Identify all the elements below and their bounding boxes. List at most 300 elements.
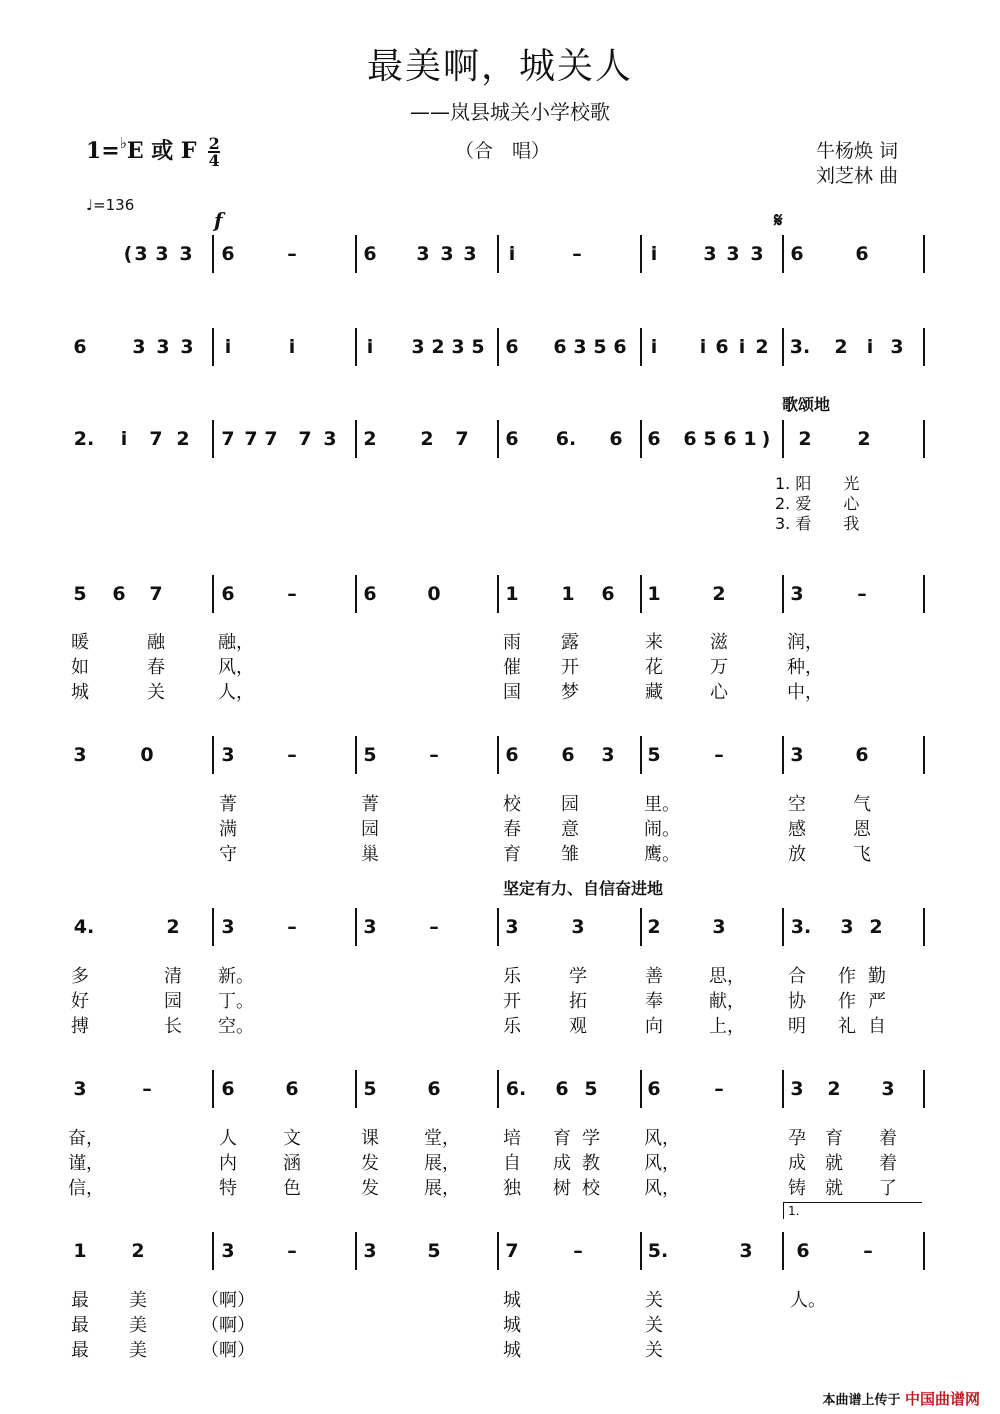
note: 5. <box>647 1240 669 1262</box>
page-title: 最美啊，城关人 <box>366 46 633 87</box>
note: 3 <box>363 916 377 938</box>
note: 6 <box>285 1078 299 1100</box>
note: 7 <box>244 428 258 450</box>
lyric-syllable: 自 <box>503 1153 521 1174</box>
lyric-syllable: 最 <box>71 1315 89 1336</box>
note: 2 <box>712 583 726 605</box>
lyric-syllable: 风， <box>644 1178 680 1199</box>
barline <box>782 575 784 613</box>
note: 7 <box>505 1240 519 1262</box>
note: 3 <box>451 336 465 358</box>
note: 3 <box>73 744 87 766</box>
note: – <box>429 744 439 766</box>
barline <box>923 575 925 613</box>
lyric-syllable: 自 <box>868 1016 886 1037</box>
lyric-syllable: 心 <box>710 682 728 703</box>
lyric-syllable: 奉 <box>645 991 663 1012</box>
lyric-syllable: 丁。 <box>218 991 254 1012</box>
note: 2 <box>431 336 445 358</box>
lyric-syllable: 向 <box>645 1016 663 1037</box>
lyric-syllable: 发 <box>361 1153 379 1174</box>
lyric-syllable: 课 <box>361 1128 379 1149</box>
note: ( <box>123 243 133 265</box>
lyric-syllable: 文 <box>283 1128 301 1149</box>
lyric-syllable: （啊） <box>201 1290 255 1311</box>
lyric-syllable: 校 <box>582 1178 600 1199</box>
lyric-syllable: 人 <box>219 1128 237 1149</box>
note: – <box>287 1240 297 1262</box>
lyric-syllable: 关 <box>645 1290 663 1311</box>
lyric-syllable: 园 <box>361 819 379 840</box>
note: 5 <box>471 336 485 358</box>
barline <box>640 235 642 273</box>
note: i <box>699 336 707 358</box>
lyric-syllable: 育 <box>503 844 521 865</box>
volta-label: 1. <box>788 1204 800 1218</box>
lyric-syllable: 春 <box>147 657 165 678</box>
note: 3 <box>179 243 193 265</box>
lyric-syllable: 万 <box>710 657 728 678</box>
note: 2 <box>834 336 848 358</box>
note: 2. <box>73 428 95 450</box>
barline <box>923 736 925 774</box>
note: 3 <box>363 1240 377 1262</box>
lyric-syllable: 空 <box>788 794 806 815</box>
barline <box>640 420 642 458</box>
note: 6 <box>221 243 235 265</box>
flat-icon: ♭ <box>119 134 127 152</box>
lyric-syllable: 培 <box>503 1128 521 1149</box>
lyric-syllable: 谨， <box>68 1153 104 1174</box>
note: 5 <box>427 1240 441 1262</box>
note: – <box>287 583 297 605</box>
lyric-syllable: 人， <box>218 682 254 703</box>
note: 6 <box>221 583 235 605</box>
barline <box>355 1232 357 1270</box>
note: 6 <box>363 583 377 605</box>
lyric-syllable: 作 <box>838 966 856 987</box>
lyric-syllable: 献， <box>709 991 745 1012</box>
lyric-syllable: 园 <box>164 991 182 1012</box>
lyric-syllable: 铸 <box>788 1178 806 1199</box>
note: – <box>863 1240 873 1262</box>
note: 5 <box>703 428 717 450</box>
note: i <box>288 336 296 358</box>
barline <box>923 908 925 946</box>
barline <box>212 1232 214 1270</box>
note: 3 <box>463 243 477 265</box>
page-subtitle: ——岚县城关小学校歌 <box>410 100 610 124</box>
lyric-syllable: 雨 <box>503 632 521 653</box>
verse-label: 1. 阳 光 <box>775 474 860 493</box>
composer-credit: 刘芝林 曲 <box>816 165 899 187</box>
note: 6 <box>647 428 661 450</box>
lyric-syllable: 作 <box>838 991 856 1012</box>
note: 6 <box>505 428 519 450</box>
note: 6 <box>855 744 869 766</box>
note: 3. <box>789 336 811 358</box>
barline <box>497 328 499 366</box>
note: 2 <box>647 916 661 938</box>
lyric-syllable: 好 <box>71 991 89 1012</box>
note: 2 <box>857 428 871 450</box>
barline <box>640 328 642 366</box>
note: 3 <box>790 583 804 605</box>
lyric-syllable: 展， <box>424 1178 460 1199</box>
barline <box>782 328 784 366</box>
note: 3 <box>790 1078 804 1100</box>
barline <box>355 328 357 366</box>
lyric-syllable: 最 <box>71 1290 89 1311</box>
note: 7 <box>221 428 235 450</box>
barline <box>923 328 925 366</box>
note: 6 <box>796 1240 810 1262</box>
lyric-syllable: 城 <box>503 1290 521 1311</box>
lyric-syllable: 风， <box>644 1153 680 1174</box>
lyric-syllable: 放 <box>788 844 806 865</box>
barline <box>497 1070 499 1108</box>
lyric-syllable: 融， <box>218 632 254 653</box>
note: 6 <box>553 336 567 358</box>
note: 3 <box>155 243 169 265</box>
note: i <box>224 336 232 358</box>
lyric-syllable: 城 <box>503 1340 521 1361</box>
note: 2 <box>131 1240 145 1262</box>
lyric-syllable: 了 <box>879 1178 897 1199</box>
lyric-syllable: 礼 <box>838 1016 856 1037</box>
note: 2 <box>869 916 883 938</box>
note: 3 <box>726 243 740 265</box>
note: 3 <box>221 1240 235 1262</box>
lyric-syllable: 暖 <box>71 632 89 653</box>
lyric-syllable: 感 <box>788 819 806 840</box>
note: 6 <box>683 428 697 450</box>
lyric-syllable: 菁 <box>219 794 237 815</box>
lyric-syllable: 育 <box>553 1128 571 1149</box>
note: 6 <box>723 428 737 450</box>
lyric-syllable: 润， <box>787 632 823 653</box>
note: i <box>366 336 374 358</box>
note: – <box>142 1078 152 1100</box>
lyric-syllable: 催 <box>503 657 521 678</box>
note: i <box>650 243 658 265</box>
note: – <box>714 1078 724 1100</box>
note: 6 <box>601 583 615 605</box>
note: 2 <box>755 336 769 358</box>
lyric-syllable: 新。 <box>218 966 254 987</box>
note: 3 <box>840 916 854 938</box>
meter-bottom: 4 <box>208 151 220 170</box>
note: 3 <box>750 243 764 265</box>
lyric-syllable: 就 <box>825 1153 843 1174</box>
lyric-syllable: 守 <box>219 844 237 865</box>
note: 5 <box>647 744 661 766</box>
lyric-syllable: 闹。 <box>644 819 680 840</box>
lyric-syllable: 色 <box>283 1178 301 1199</box>
lyric-syllable: 勤 <box>868 966 886 987</box>
lyric-syllable: 最 <box>71 1340 89 1361</box>
note: i <box>738 336 746 358</box>
lyric-syllable: 国 <box>503 682 521 703</box>
lyric-syllable: 思， <box>709 966 745 987</box>
lyric-syllable: 露 <box>561 632 579 653</box>
note: 6 <box>715 336 729 358</box>
lyric-syllable: 乐 <box>503 966 521 987</box>
note: 2 <box>176 428 190 450</box>
key-signature <box>86 134 220 168</box>
dynamic-forte: f <box>214 208 223 232</box>
note: 3 <box>221 744 235 766</box>
barline <box>923 235 925 273</box>
note: 6. <box>555 428 577 450</box>
note: 3 <box>703 243 717 265</box>
note: 6 <box>73 336 87 358</box>
lyric-syllable: 善 <box>645 966 663 987</box>
lyric-syllable: 协 <box>788 991 806 1012</box>
lyric-syllable: 合 <box>788 966 806 987</box>
lyric-syllable: 融 <box>147 632 165 653</box>
note: 3 <box>712 916 726 938</box>
note: 1 <box>743 428 757 450</box>
note: 6 <box>790 243 804 265</box>
lyric-syllable: 菁 <box>361 794 379 815</box>
note: 7 <box>149 583 163 605</box>
note: 5 <box>593 336 607 358</box>
note: 6 <box>609 428 623 450</box>
barline <box>782 908 784 946</box>
note: 2 <box>166 916 180 938</box>
lyric-syllable: 气 <box>853 794 871 815</box>
barline <box>923 1070 925 1108</box>
note: 7 <box>455 428 469 450</box>
expression-firm: 坚定有力、自信奋进地 <box>503 879 664 898</box>
note: – <box>287 744 297 766</box>
note: i <box>508 243 516 265</box>
note: i <box>120 428 128 450</box>
note: 3 <box>790 744 804 766</box>
expression-praise: 歌颂地 <box>782 395 831 414</box>
lyric-syllable: 关 <box>147 682 165 703</box>
lyric-syllable: （啊） <box>201 1340 255 1361</box>
lyric-syllable: 独 <box>503 1178 521 1199</box>
site-logo: 中国曲谱网 <box>904 1390 980 1408</box>
note: i <box>866 336 874 358</box>
note: 1 <box>505 583 519 605</box>
note: 6 <box>363 243 377 265</box>
lyric-syllable: 巢 <box>361 844 379 865</box>
lyric-syllable: 美 <box>129 1290 147 1311</box>
lyric-syllable: 搏 <box>71 1016 89 1037</box>
barline <box>497 908 499 946</box>
segno-sign: 𝄋 <box>774 208 783 232</box>
note: 3 <box>323 428 337 450</box>
note: 4. <box>73 916 95 938</box>
lyric-syllable: 成 <box>788 1153 806 1174</box>
note: – <box>857 583 867 605</box>
barline <box>212 1070 214 1108</box>
lyric-syllable: 人。 <box>790 1290 826 1311</box>
note: 6 <box>561 744 575 766</box>
note: 1 <box>561 583 575 605</box>
lyric-syllable: 长 <box>164 1016 182 1037</box>
footer-upload-text: 本曲谱上传于 <box>822 1393 901 1408</box>
note: 3 <box>573 336 587 358</box>
lyric-syllable: 涵 <box>283 1153 301 1174</box>
note: 3 <box>571 916 585 938</box>
barline <box>782 736 784 774</box>
time-signature <box>208 136 220 168</box>
note: 6 <box>427 1078 441 1100</box>
barline <box>640 908 642 946</box>
note: 3 <box>221 916 235 938</box>
note: – <box>572 243 582 265</box>
lyric-syllable: 空。 <box>218 1016 254 1037</box>
note: 3 <box>601 744 615 766</box>
note: 6 <box>112 583 126 605</box>
note: 1 <box>647 583 661 605</box>
lyric-syllable: 奋， <box>68 1128 104 1149</box>
lyric-syllable: 发 <box>361 1178 379 1199</box>
note: – <box>287 243 297 265</box>
lyric-syllable: 育 <box>825 1128 843 1149</box>
lyric-syllable: 清 <box>164 966 182 987</box>
note: 3 <box>890 336 904 358</box>
lyric-syllable: 学 <box>569 966 587 987</box>
note: 3 <box>180 336 194 358</box>
note: 3 <box>411 336 425 358</box>
barline <box>497 420 499 458</box>
lyric-syllable: 中， <box>787 682 823 703</box>
tempo-mark: ♩=136 <box>86 196 135 214</box>
lyric-syllable: 严 <box>868 991 886 1012</box>
note: 5 <box>363 744 377 766</box>
lyric-syllable: 就 <box>825 1178 843 1199</box>
verse-labels <box>775 474 859 534</box>
barline <box>497 575 499 613</box>
lyric-syllable: 内 <box>219 1153 237 1174</box>
barline <box>212 575 214 613</box>
footer <box>822 1388 980 1409</box>
note: 0 <box>140 744 154 766</box>
note: 6 <box>505 336 519 358</box>
note: 3 <box>505 916 519 938</box>
lyric-syllable: 梦 <box>561 682 579 703</box>
note: 0 <box>427 583 441 605</box>
note: 2 <box>363 428 377 450</box>
note: 2 <box>420 428 434 450</box>
lyric-syllable: 滋 <box>710 632 728 653</box>
lyric-syllable: 堂， <box>424 1128 460 1149</box>
lyric-syllable: 鹰。 <box>644 844 680 865</box>
barline <box>212 328 214 366</box>
note: 6. <box>505 1078 527 1100</box>
note: – <box>573 1240 583 1262</box>
lyric-syllable: 关 <box>645 1340 663 1361</box>
lyric-syllable: 藏 <box>645 682 663 703</box>
barline <box>212 908 214 946</box>
barline <box>355 420 357 458</box>
barline <box>923 420 925 458</box>
lyric-syllable: 树 <box>553 1178 571 1199</box>
lyric-syllable: 恩 <box>853 819 871 840</box>
lyric-syllable: 春 <box>503 819 521 840</box>
note: 1 <box>73 1240 87 1262</box>
note: 3 <box>73 1078 87 1100</box>
note: – <box>429 916 439 938</box>
lyric-syllable: 学 <box>582 1128 600 1149</box>
barline <box>640 736 642 774</box>
note: 6 <box>505 744 519 766</box>
lyric-syllable: 着 <box>879 1153 897 1174</box>
lyric-syllable: 美 <box>129 1340 147 1361</box>
note: 3 <box>440 243 454 265</box>
key-prefix: 1= <box>86 138 120 164</box>
verse-label: 2. 爱 心 <box>775 494 860 513</box>
note: 6 <box>555 1078 569 1100</box>
lyric-syllable: 城 <box>503 1315 521 1336</box>
lyric-syllable: 成 <box>553 1153 571 1174</box>
lyric-syllable: 教 <box>582 1153 600 1174</box>
lyric-syllable: 观 <box>569 1016 587 1037</box>
performance-note: （合 唱） <box>455 140 551 162</box>
note: 6 <box>613 336 627 358</box>
key-rest: E 或 F <box>126 138 197 164</box>
note: 2 <box>827 1078 841 1100</box>
lyric-syllable: 孕 <box>788 1128 806 1149</box>
lyric-syllable: 美 <box>129 1315 147 1336</box>
lyric-syllable: 着 <box>879 1128 897 1149</box>
barline <box>212 736 214 774</box>
barline <box>497 1232 499 1270</box>
lyric-syllable: 开 <box>503 991 521 1012</box>
barline <box>782 235 784 273</box>
lyric-syllable: 如 <box>71 657 89 678</box>
verse-label: 3. 看 我 <box>775 514 860 533</box>
barline <box>355 908 357 946</box>
note: i <box>650 336 658 358</box>
note: ) <box>761 428 771 450</box>
note: 3 <box>739 1240 753 1262</box>
note: 6 <box>647 1078 661 1100</box>
barline <box>782 420 784 458</box>
lyric-syllable: 关 <box>645 1315 663 1336</box>
lyric-syllable: 花 <box>645 657 663 678</box>
barline <box>355 1070 357 1108</box>
note: 3 <box>156 336 170 358</box>
note: 3. <box>790 916 812 938</box>
barline <box>355 235 357 273</box>
barline <box>923 1232 925 1270</box>
barline <box>212 420 214 458</box>
barline <box>782 1232 784 1270</box>
lyric-syllable: 飞 <box>853 844 871 865</box>
barline <box>497 736 499 774</box>
lyric-syllable: （啊） <box>201 1315 255 1336</box>
note: 2 <box>798 428 812 450</box>
barline <box>355 736 357 774</box>
lyric-syllable: 乐 <box>503 1016 521 1037</box>
lyric-syllable: 雏 <box>561 844 579 865</box>
lyric-syllable: 校 <box>503 794 521 815</box>
lyric-syllable: 城 <box>71 682 89 703</box>
barline <box>212 235 214 273</box>
note: 5 <box>584 1078 598 1100</box>
lyric-syllable: 来 <box>645 632 663 653</box>
lyric-syllable: 种， <box>787 657 823 678</box>
lyric-syllable: 园 <box>561 794 579 815</box>
note: 6 <box>855 243 869 265</box>
note: 3 <box>416 243 430 265</box>
